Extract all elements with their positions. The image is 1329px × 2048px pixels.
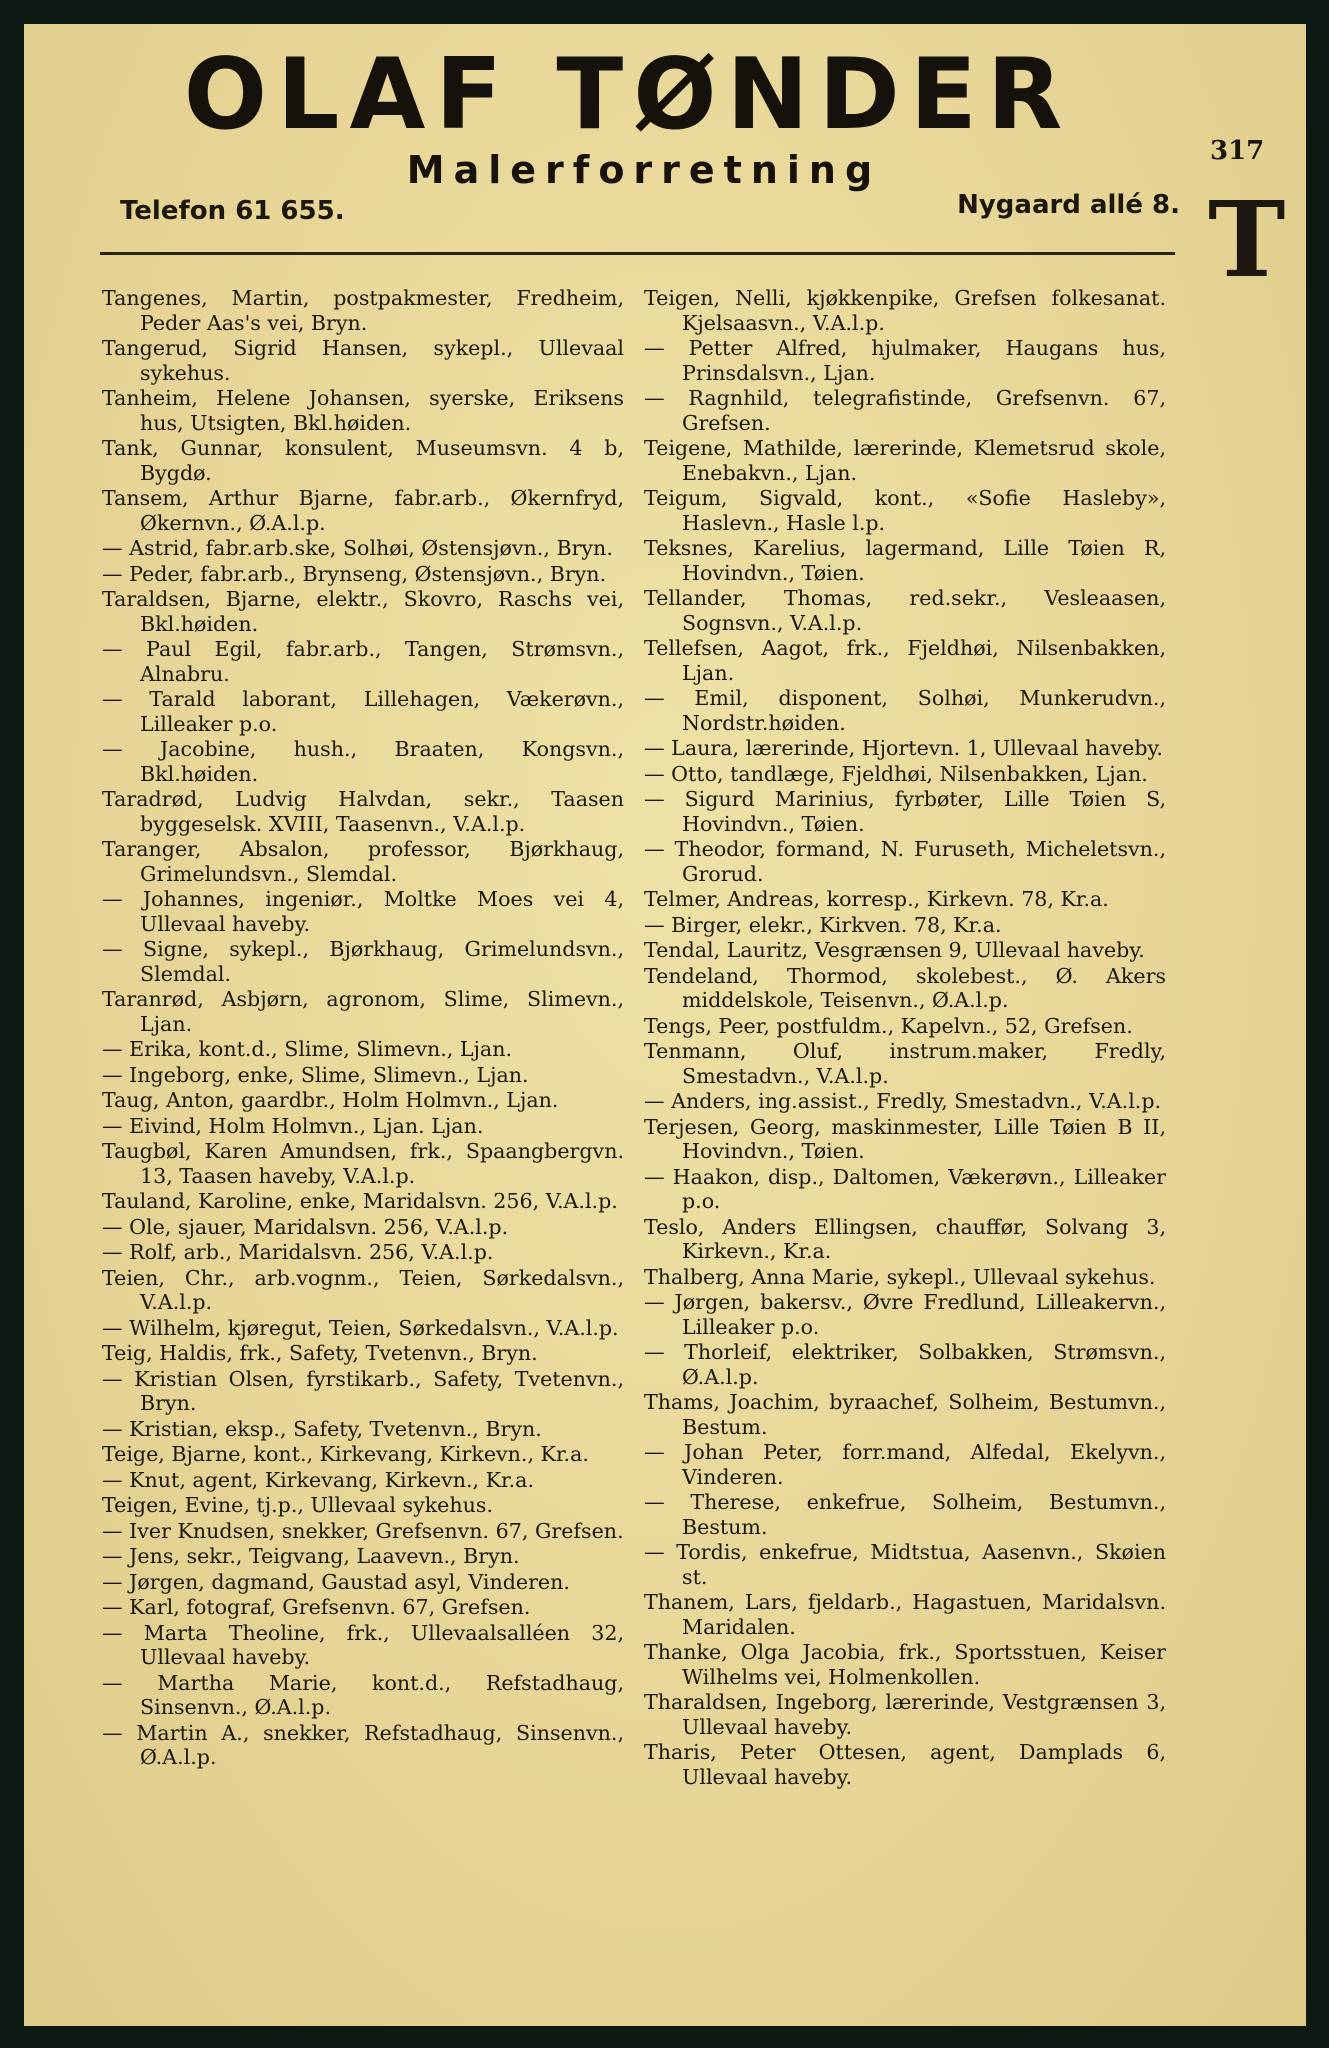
directory-entry: — Jens, sekr., Teigvang, Laavevn., Bryn. xyxy=(102,1544,520,1568)
directory-entry: — Kristian, eksp., Safety, Tvetenvn., Bryn. xyxy=(102,1416,542,1441)
ad-subtitle: Malerforretning xyxy=(406,148,882,192)
directory-entry: — Thorleif, elektriker, Solbakken, Strømsvn., Ø.A.l.p. xyxy=(644,1340,1166,1389)
directory-entry: — Peder, fabr.arb., Brynseng, Østensjøvn., Bryn. xyxy=(102,561,607,586)
directory-entry: Teigen, Evine, tj.p., Ullevaal sykehus. xyxy=(102,1493,494,1517)
directory-entry: Teigen, Nelli, kjøkkenpike, Grefsen folkesanat. Kjelsaasvn., V.A.l.p. xyxy=(644,286,1166,335)
directory-entry: Tharis, Peter Ottesen, agent, Damplads 6, Ullevaal haveby. xyxy=(644,1740,1166,1789)
directory-entry: Teslo, Anders Ellingsen, chauffør, Solvang 3, Kirkevn., Kr.a. xyxy=(644,1214,1166,1263)
directory-entry: Tendal, Lauritz, Vesgrænsen 9, Ullevaal haveby. xyxy=(644,938,1145,962)
directory-entry: — Paul Egil, fabr.arb., Tangen, Strømsvn., Alnabru. xyxy=(102,637,624,686)
directory-entry: Tellefsen, Aagot, frk., Fjeldhøi, Nilsenbakken, Ljan. xyxy=(644,636,1166,685)
directory-entry: — Laura, lærerinde, Hjortevn. 1, Ullevaal haveby. xyxy=(644,736,1163,760)
directory-entry: Tank, Gunnar, konsulent, Museumsvn. 4 b, Bygdø. xyxy=(102,436,624,485)
directory-entry: — Wilhelm, kjøregut, Teien, Sørkedalsvn., V.A.l.p. xyxy=(102,1315,619,1340)
directory-entry: Tangerud, Sigrid Hansen, sykepl., Ullevaal sykehus. xyxy=(102,336,624,385)
section-letter: T xyxy=(1208,178,1286,301)
directory-page xyxy=(24,24,1306,2026)
left-column xyxy=(102,286,624,1771)
directory-entry: — Tordis, enkefrue, Midtstua, Aasenvn., Skøien st. xyxy=(644,1540,1166,1589)
directory-entry: — Theodor, formand, N. Furuseth, Micheletsvn., Grorud. xyxy=(644,837,1166,886)
directory-entry: Thams, Joachim, byraachef, Solheim, Bestumvn., Bestum. xyxy=(644,1390,1166,1439)
directory-entry: — Sigurd Marinius, fyrbøter, Lille Tøien S, Hovindvn., Tøien. xyxy=(644,787,1166,836)
directory-entry: — Rolf, arb., Maridalsvn. 256, V.A.l.p. xyxy=(102,1240,494,1264)
directory-entry: — Haakon, disp., Daltomen, Vækerøvn., Lilleaker p.o. xyxy=(644,1164,1166,1213)
directory-entry: — Martin A., snekker, Refstadhaug, Sinsenvn., Ø.A.l.p. xyxy=(102,1720,624,1769)
directory-entry: — Otto, tandlæge, Fjeldhøi, Nilsenbakken, Ljan. xyxy=(644,761,1148,786)
directory-entry: — Kristian Olsen, fyrstikarb., Safety, Tvetenvn., Bryn. xyxy=(102,1366,624,1415)
directory-entry: Taugbøl, Karen Amundsen, frk., Spaangbergvn. 13, Taasen haveby, V.A.l.p. xyxy=(102,1139,624,1188)
directory-entry: Thanke, Olga Jacobia, frk., Sportsstuen, Keiser Wilhelms vei, Holmenkollen. xyxy=(644,1640,1166,1689)
directory-entry: Tenmann, Oluf, instrum.maker, Fredly, Smestadvn., V.A.l.p. xyxy=(644,1039,1166,1088)
ad-title: OLAF TØNDER xyxy=(183,38,1073,152)
directory-entry: Taranrød, Asbjørn, agronom, Slime, Slimevn., Ljan. xyxy=(102,987,624,1036)
directory-entry: Teksnes, Karelius, lagermand, Lille Tøien R, Hovindvn., Tøien. xyxy=(644,536,1166,585)
directory-entry: — Ole, sjauer, Maridalsvn. 256, V.A.l.p. xyxy=(102,1214,509,1239)
directory-entry: Teig, Haldis, frk., Safety, Tvetenvn., Bryn. xyxy=(102,1341,538,1365)
directory-entry: — Johannes, ingeniør., Moltke Moes vei 4, Ullevaal haveby. xyxy=(102,887,624,936)
directory-entry: — Tarald laborant, Lillehagen, Vækerøvn., Lilleaker p.o. xyxy=(102,687,624,736)
directory-entry: Tendeland, Thormod, skolebest., Ø. Akers middelskole, Teisenvn., Ø.A.l.p. xyxy=(644,963,1166,1012)
directory-entry: Teige, Bjarne, kont., Kirkevang, Kirkevn., Kr.a. xyxy=(102,1442,589,1466)
ad-address: Nygaard allé 8. xyxy=(957,190,1180,220)
directory-entry: — Eivind, Holm Holmvn., Ljan. Ljan. xyxy=(102,1113,484,1138)
advertisement xyxy=(94,32,1180,262)
right-column xyxy=(644,286,1166,1790)
directory-entry: Thalberg, Anna Marie, sykepl., Ullevaal sykehus. xyxy=(644,1264,1156,1289)
directory-entry: — Ingeborg, enke, Slime, Slimevn., Ljan. xyxy=(102,1062,529,1087)
directory-entry: — Johan Peter, forr.mand, Alfedal, Ekelyvn., Vinderen. xyxy=(644,1440,1166,1489)
directory-entry: — Jørgen, dagmand, Gaustad asyl, Vinderen. xyxy=(102,1569,570,1594)
directory-entry: Tansem, Arthur Bjarne, fabr.arb., Økernfryd, Økernvn., Ø.A.l.p. xyxy=(102,486,624,535)
directory-entry: — Astrid, fabr.arb.ske, Solhøi, Østensjøvn., Bryn. xyxy=(102,536,613,560)
directory-entry: — Jacobine, hush., Braaten, Kongsvn., Bkl.høiden. xyxy=(102,737,624,786)
directory-entry: Teigene, Mathilde, lærerinde, Klemetsrud skole, Enebakvn., Ljan. xyxy=(644,436,1166,485)
directory-entry: — Erika, kont.d., Slime, Slimevn., Ljan. xyxy=(102,1037,513,1061)
divider xyxy=(100,252,1175,255)
page-number: 317 xyxy=(1210,136,1265,166)
directory-entry: — Emil, disponent, Solhøi, Munkerudvn., Nordstr.høiden. xyxy=(644,686,1166,735)
directory-entry: Teigum, Sigvald, kont., «Sofie Hasleby», Haslevn., Hasle l.p. xyxy=(644,486,1166,535)
directory-entry: Taraldsen, Bjarne, elektr., Skovro, Raschs vei, Bkl.høiden. xyxy=(102,587,624,636)
directory-entry: Tellander, Thomas, red.sekr., Vesleaasen, Sognsvn., V.A.l.p. xyxy=(644,586,1166,635)
directory-entry: Taranger, Absalon, professor, Bjørkhaug, Grimelundsvn., Slemdal. xyxy=(102,837,624,886)
directory-entry: Tanheim, Helene Johansen, syerske, Eriksens hus, Utsigten, Bkl.høiden. xyxy=(102,386,624,435)
directory-entry: Taug, Anton, gaardbr., Holm Holmvn., Ljan. xyxy=(102,1088,559,1112)
directory-entry: Taradrød, Ludvig Halvdan, sekr., Taasen byggeselsk. XVIII, Taasenvn., V.A.l.p. xyxy=(102,787,624,836)
directory-entry: — Karl, fotograf, Grefsenvn. 67, Grefsen. xyxy=(102,1595,531,1619)
directory-entry: Teien, Chr., arb.vognm., Teien, Sørkedalsvn., V.A.l.p. xyxy=(102,1265,624,1314)
directory-entry: Telmer, Andreas, korresp., Kirkevn. 78, Kr.a. xyxy=(644,887,1109,911)
directory-entry: — Anders, ing.assist., Fredly, Smestadvn., V.A.l.p. xyxy=(644,1089,1162,1113)
directory-entry: Terjesen, Georg, maskinmester, Lille Tøien B II, Hovindvn., Tøien. xyxy=(644,1114,1166,1163)
ad-phone: Telefon 61 655. xyxy=(120,196,345,226)
directory-entry: Tauland, Karoline, enke, Maridalsvn. 256, V.A.l.p. xyxy=(102,1189,618,1213)
directory-entry: — Signe, sykepl., Bjørkhaug, Grimelundsvn., Slemdal. xyxy=(102,937,624,986)
directory-entry: — Birger, elekr., Kirkven. 78, Kr.a. xyxy=(644,912,1002,937)
directory-entry: — Marta Theoline, frk., Ullevaalsalléen 32, Ullevaal haveby. xyxy=(102,1620,624,1669)
directory-entry: Tharaldsen, Ingeborg, lærerinde, Vestgrænsen 3, Ullevaal haveby. xyxy=(644,1690,1166,1739)
directory-entry: — Ragnhild, telegrafistinde, Grefsenvn. 67, Grefsen. xyxy=(644,386,1166,435)
directory-entry: — Jørgen, bakersv., Øvre Fredlund, Lilleakervn., Lilleaker p.o. xyxy=(644,1290,1166,1339)
directory-entry: Tengs, Peer, postfuldm., Kapelvn., 52, Grefsen. xyxy=(644,1013,1133,1038)
directory-entry: Thanem, Lars, fjeldarb., Hagastuen, Maridalsvn. Maridalen. xyxy=(644,1590,1166,1639)
directory-entry: — Knut, agent, Kirkevang, Kirkevn., Kr.a. xyxy=(102,1467,534,1492)
directory-entry: Tangenes, Martin, postpakmester, Fredheim, Peder Aas's vei, Bryn. xyxy=(102,286,624,335)
directory-entry: — Therese, enkefrue, Solheim, Bestumvn., Bestum. xyxy=(644,1490,1166,1539)
directory-entry: — Martha Marie, kont.d., Refstadhaug, Sinsenvn., Ø.A.l.p. xyxy=(102,1670,624,1719)
directory-entry: — Iver Knudsen, snekker, Grefsenvn. 67, Grefsen. xyxy=(102,1518,624,1543)
directory-entry: — Petter Alfred, hjulmaker, Haugans hus, Prinsdalsvn., Ljan. xyxy=(644,336,1166,385)
